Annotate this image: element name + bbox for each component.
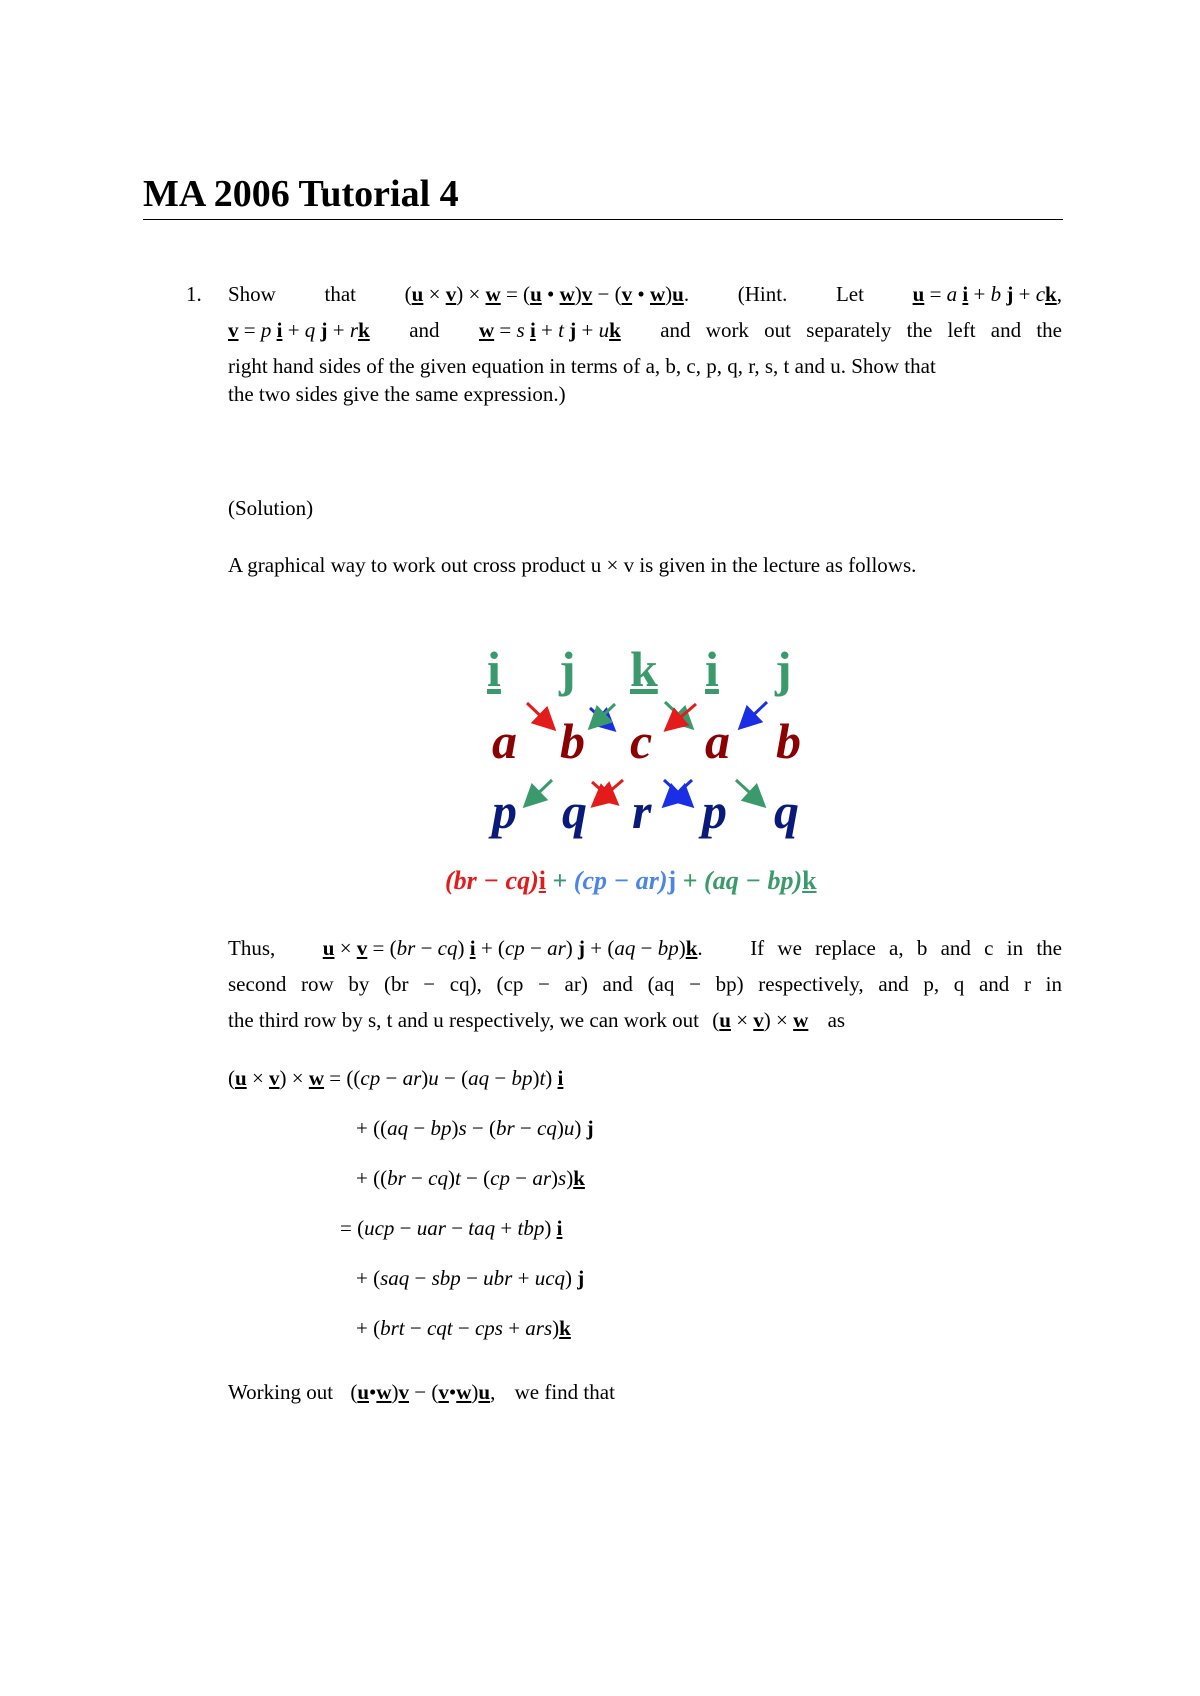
question-line-2: [228, 318, 1062, 343]
solution-label: (Solution): [228, 496, 314, 520]
diagram-arrows: [470, 630, 830, 845]
diagram-top-i-2: i: [705, 641, 719, 697]
eq-e1: = ((cp − ar)u − (aq − bp)t) i: [329, 1066, 564, 1090]
result-plus-2: +: [676, 866, 705, 895]
equation-line-6: + (brt − cqt − cps + ars)k: [356, 1316, 571, 1340]
equation-line-5: + (saq − sbp − ubr + ucq) j: [356, 1266, 585, 1290]
arrow-a-to-q-green: [736, 780, 762, 804]
closing-text-2: we find that: [514, 1380, 615, 1404]
diagram-bot-p-2: p: [702, 783, 727, 839]
arrow-i-to-b: [527, 703, 552, 727]
diagram-mid-b-1: b: [560, 713, 585, 769]
diagram-mid-a-2: a: [705, 713, 730, 769]
q-hint: (Hint.: [737, 282, 788, 306]
result-part-j: (cp − ar)j: [573, 866, 677, 895]
thus-cross-product: u × v = (br − cq) i + (cp − ar) j + (aq − bp)k.: [322, 936, 703, 960]
page-title: MA 2006 Tutorial 4: [143, 173, 459, 215]
arrow-b-to-j-green: [592, 704, 615, 726]
q-let: Let: [835, 282, 864, 306]
q-line2-rest: and work out separately the left and the: [660, 318, 1062, 342]
thus-word: Thus,: [228, 936, 276, 960]
thus-line-3-text: the third row by s, t and u respectively, we can work out: [228, 1008, 700, 1032]
diagram-bot-q-2: q: [774, 783, 799, 839]
equation-line-1: [228, 1066, 563, 1091]
q-u-def: u = a i + b j + ck,: [912, 282, 1062, 306]
thus-line-3-as: as: [827, 1008, 846, 1032]
closing-line: [228, 1380, 615, 1405]
question-line-1: [228, 282, 1062, 307]
diagram-mid-b-2: b: [776, 713, 801, 769]
diagram-result: [445, 866, 817, 896]
equation-line-3: + ((br − cq)t − (cp − ar)s)k: [356, 1166, 585, 1190]
question-number: 1.: [186, 282, 202, 306]
solution-intro: A graphical way to work out cross product u × v is given in the lecture as follows.: [228, 553, 917, 577]
q-w-def: w = s i + t j + uk: [478, 318, 621, 342]
question-line-3: right hand sides of the given equation in terms of a, b, c, p, q, r, s, t and u. Show that: [228, 354, 936, 378]
closing-text-1: Working out: [228, 1380, 334, 1404]
diagram-top-j-2: j: [775, 641, 792, 697]
q-that-word: that: [324, 282, 357, 306]
diagram-mid-a-1: a: [492, 713, 517, 769]
arrow-j-to-a-blue: [742, 702, 767, 726]
diagram-bot-p-1: p: [492, 783, 517, 839]
question-line-4: the two sides give the same expression.): [228, 382, 566, 406]
arrow-b-to-p: [527, 780, 552, 804]
equation-line-4: = (ucp − uar − taq + tbp) i: [340, 1216, 563, 1240]
diagram-bot-q-1: q: [562, 783, 587, 839]
arrow-c-to-q-red: [595, 780, 623, 804]
thus-line-1: [228, 936, 1062, 961]
result-part-i: (br − cq)i: [445, 866, 546, 895]
thus-replace-text: If we replace a, b and c in the: [750, 936, 1062, 960]
q-v-def: v = p i + q j + rk: [228, 318, 370, 342]
equation-line-2: + ((aq − bp)s − (br − cq)u) j: [356, 1116, 594, 1140]
eq-lhs: (u × v) × w: [228, 1066, 325, 1090]
diagram-top-k: k: [630, 641, 658, 697]
result-part-k: (aq − bp)k: [704, 866, 817, 895]
thus-line-3: [228, 1008, 845, 1033]
closing-expr: (u•w)v − (v•w)u,: [350, 1380, 496, 1404]
diagram-top-i-1: i: [487, 641, 501, 697]
thus-line-3-expr: (u × v) × w: [712, 1008, 809, 1032]
arrow-b-to-r-red: [592, 782, 615, 802]
diagram-bot-r: r: [632, 783, 652, 839]
title-rule: [143, 219, 1063, 220]
diagram-top-j-1: j: [559, 641, 576, 697]
q-show-word: Show: [228, 282, 276, 306]
thus-line-2: second row by (br − cq), (cp − ar) and (aq − bp) respectively, and p, q and r in: [228, 972, 1062, 996]
q-and: and: [409, 318, 440, 342]
cross-product-diagram: [470, 630, 830, 845]
result-plus-1: +: [545, 866, 574, 895]
diagram-mid-c: c: [630, 713, 653, 769]
q-identity: (u × v) × w = (u • w)v − (v • w)u.: [404, 282, 690, 306]
